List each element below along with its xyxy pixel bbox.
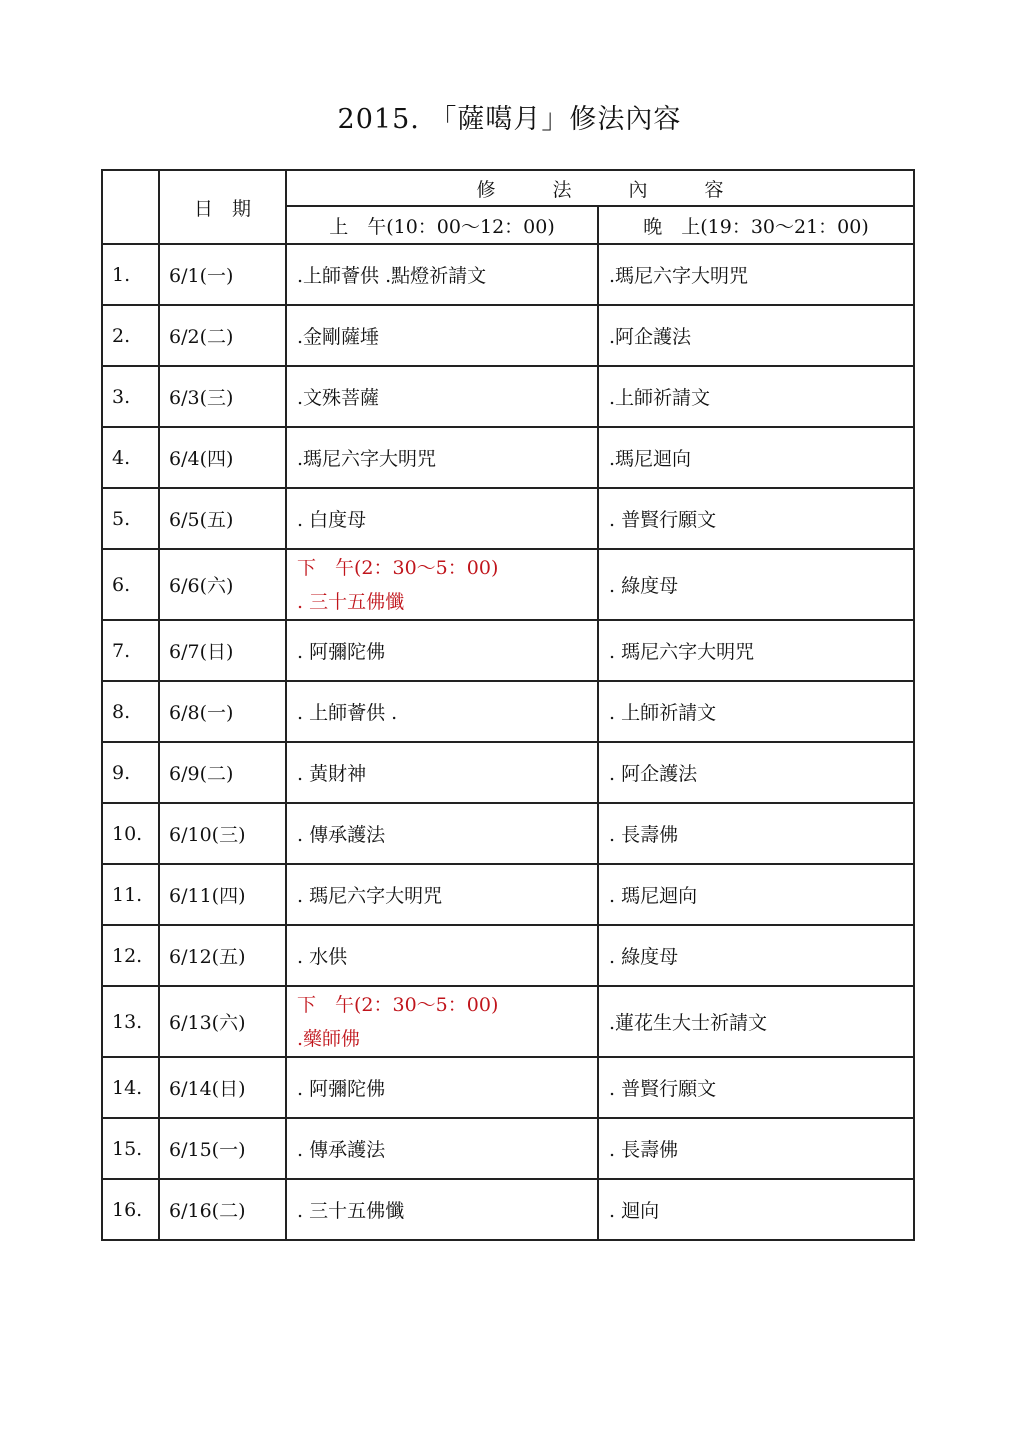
row-date: 6/5(五) — [159, 488, 286, 549]
row-date: 6/8(一) — [159, 681, 286, 742]
row-evening-practice: .上師祈請文 — [598, 366, 914, 427]
afternoon-practice: . 三十五佛懺 — [297, 590, 405, 613]
row-date: 6/2(二) — [159, 305, 286, 366]
header-evening-cell: 晚 上(19：30～21：00) — [598, 206, 914, 244]
row-morning-practice: . 阿彌陀佛 — [286, 1057, 598, 1118]
row-evening-practice: . 迴向 — [598, 1179, 914, 1240]
row-date: 6/11(四) — [159, 864, 286, 925]
row-index: 1. — [102, 244, 159, 305]
row-morning-practice: . 阿彌陀佛 — [286, 620, 598, 681]
row-morning-practice: .文殊菩薩 — [286, 366, 598, 427]
table-row — [102, 742, 914, 803]
row-date: 6/7(日) — [159, 620, 286, 681]
row-date: 6/13(六) — [159, 986, 286, 1057]
row-index: 7. — [102, 620, 159, 681]
table-row — [102, 620, 914, 681]
row-date: 6/15(一) — [159, 1118, 286, 1179]
header-practice-cell: 修 法 內 容 — [286, 170, 914, 206]
row-index: 13. — [102, 986, 159, 1057]
table-row — [102, 427, 914, 488]
table-row — [102, 488, 914, 549]
afternoon-time: 下 午(2：30～5：00) — [297, 993, 499, 1016]
row-index: 12. — [102, 925, 159, 986]
row-evening-practice: . 阿企護法 — [598, 742, 914, 803]
table-row — [102, 366, 914, 427]
row-evening-practice: . 綠度母 — [598, 549, 914, 620]
row-morning-practice: . 水供 — [286, 925, 598, 986]
row-index: 6. — [102, 549, 159, 620]
row-date: 6/14(日) — [159, 1057, 286, 1118]
row-morning-practice: . 白度母 — [286, 488, 598, 549]
table-row — [102, 681, 914, 742]
row-morning-practice: . 三十五佛懺 — [286, 1179, 598, 1240]
header-row — [102, 170, 914, 206]
row-evening-practice: . 上師祈請文 — [598, 681, 914, 742]
header-morning-cell: 上 午(10：00～12：00) — [286, 206, 598, 244]
table-row — [102, 1057, 914, 1118]
row-date: 6/9(二) — [159, 742, 286, 803]
table-row — [102, 244, 914, 305]
row-evening-practice: . 普賢行願文 — [598, 488, 914, 549]
row-date: 6/3(三) — [159, 366, 286, 427]
row-index: 15. — [102, 1118, 159, 1179]
row-evening-practice: . 瑪尼六字大明咒 — [598, 620, 914, 681]
header-index-cell — [102, 170, 159, 244]
table-row — [102, 1179, 914, 1240]
row-morning-practice: . 黃財神 — [286, 742, 598, 803]
row-evening-practice: .蓮花生大士祈請文 — [598, 986, 914, 1057]
afternoon-practice: .藥師佛 — [297, 1027, 361, 1050]
table-row — [102, 1118, 914, 1179]
afternoon-time: 下 午(2：30～5：00) — [297, 556, 499, 579]
row-date: 6/6(六) — [159, 549, 286, 620]
row-evening-practice: . 普賢行願文 — [598, 1057, 914, 1118]
row-date: 6/12(五) — [159, 925, 286, 986]
row-afternoon-cell — [286, 986, 598, 1057]
row-index: 3. — [102, 366, 159, 427]
row-index: 4. — [102, 427, 159, 488]
row-date: 6/10(三) — [159, 803, 286, 864]
row-index: 14. — [102, 1057, 159, 1118]
row-date: 6/4(四) — [159, 427, 286, 488]
table-row — [102, 305, 914, 366]
row-morning-practice: . 傳承護法 — [286, 1118, 598, 1179]
row-evening-practice: . 瑪尼迴向 — [598, 864, 914, 925]
table-row — [102, 986, 914, 1057]
row-index: 9. — [102, 742, 159, 803]
table-row — [102, 549, 914, 620]
row-evening-practice: .瑪尼迴向 — [598, 427, 914, 488]
row-evening-practice: .瑪尼六字大明咒 — [598, 244, 914, 305]
row-date: 6/16(二) — [159, 1179, 286, 1240]
page-title: 2015. 「薩噶月」修法內容 — [337, 104, 682, 135]
row-date: 6/1(一) — [159, 244, 286, 305]
table-row — [102, 925, 914, 986]
row-index: 16. — [102, 1179, 159, 1240]
row-index: 11. — [102, 864, 159, 925]
row-evening-practice: . 長壽佛 — [598, 1118, 914, 1179]
table-row — [102, 803, 914, 864]
row-index: 5. — [102, 488, 159, 549]
row-morning-practice: . 瑪尼六字大明咒 — [286, 864, 598, 925]
row-morning-practice: . 傳承護法 — [286, 803, 598, 864]
schedule-table — [101, 169, 915, 1241]
row-index: 10. — [102, 803, 159, 864]
row-morning-practice: .金剛薩埵 — [286, 305, 598, 366]
row-morning-practice: . 上師薈供 . — [286, 681, 598, 742]
row-afternoon-cell — [286, 549, 598, 620]
row-index: 2. — [102, 305, 159, 366]
row-evening-practice: . 綠度母 — [598, 925, 914, 986]
row-index: 8. — [102, 681, 159, 742]
header-date-cell: 日 期 — [159, 170, 286, 244]
row-evening-practice: .阿企護法 — [598, 305, 914, 366]
row-morning-practice: .瑪尼六字大明咒 — [286, 427, 598, 488]
row-morning-practice: .上師薈供 .點燈祈請文 — [286, 244, 598, 305]
row-evening-practice: . 長壽佛 — [598, 803, 914, 864]
table-row — [102, 864, 914, 925]
